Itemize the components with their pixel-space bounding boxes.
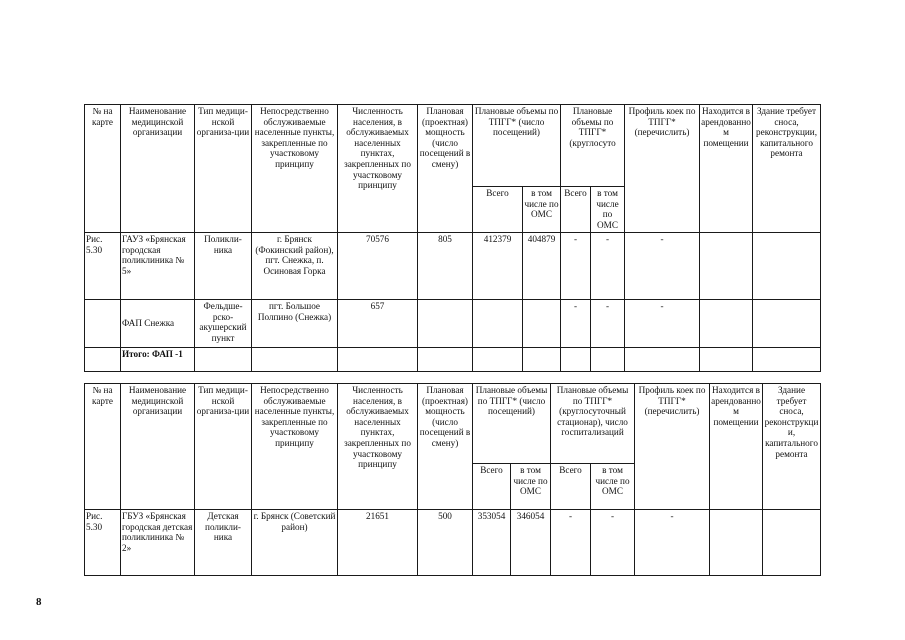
cell-population: 657 [338,300,418,348]
header-visits-total: Всего [473,464,511,510]
cell-rented [700,233,753,300]
cell-empty [338,348,418,372]
cell-beds: - [635,510,710,576]
header-type: Тип медици-нской организа-ции [195,105,252,233]
total-label: Итого: ФАП -1 [121,348,195,372]
header-demolition: Здание требует сноса, реконструкции, капитального ремонта [763,384,821,510]
table-header-row [85,384,821,464]
cell-rented [700,300,753,348]
header-visits: Плановые объемы по ТПГГ* (число посещений) [473,384,551,464]
table-total-row [85,348,821,372]
cell-name: ГАУЗ «Брянская городская поликлиника № 5» [121,233,195,300]
header-demolition: Здание требует сноса, реконструкции, капитального ремонта [753,105,821,233]
page-number: 8 [36,596,42,608]
header-hosp-oms: в том числе по ОМС [591,464,635,510]
header-name: Наименование медицинской организации [121,384,195,510]
cell-type: Поликли-ника [195,233,252,300]
cell-rented [710,510,763,576]
cell-empty [252,348,338,372]
header-visits-total: Всего [473,187,523,233]
cell-population: 21651 [338,510,418,576]
cell-demolition [763,510,821,576]
cell-hosp-total: - [561,300,591,348]
cell-empty [753,348,821,372]
header-name: Наименование медицинской организации [121,105,195,233]
cell-empty [523,348,561,372]
table-row [85,300,821,348]
cell-hosp-total: - [551,510,591,576]
cell-empty [591,348,625,372]
cell-served: пгт. Большое Полпино (Снежка) [252,300,338,348]
cell-empty [625,348,700,372]
cell-capacity [418,300,473,348]
header-capacity: Плановая (проектная) мощность (число посещений в смену) [418,384,473,510]
cell-visits-oms [523,300,561,348]
table-header-row [85,105,821,187]
cell-empty [561,348,591,372]
cell-name: ГБУЗ «Брянская городская детская поликлиника № 2» [121,510,195,576]
header-population: Численность населения, в обслуживаемых населенных пунктах, закрепленных по участковому принципу [338,384,418,510]
cell-empty [700,348,753,372]
cell-empty [195,348,252,372]
header-hosp: Плановые объемы по ТПГГ* (круглосуточный стационар), число госпитализаций [551,384,635,464]
cell-capacity: 500 [418,510,473,576]
table-row [85,510,821,576]
cell-hosp-oms: - [591,233,625,300]
cell-hosp-oms: - [591,510,635,576]
cell-name: ФАП Снежка [121,300,195,348]
cell-capacity: 805 [418,233,473,300]
cell-visits-oms: 346054 [511,510,551,576]
facilities-table-1 [84,104,821,372]
cell-served: г. Брянск (Советский район) [252,510,338,576]
cell-visits-total: 412379 [473,233,523,300]
table-row [85,233,821,300]
header-card-no: № на карте [85,105,121,233]
cell-beds: - [625,233,700,300]
header-type: Тип медици-нской организа-ции [195,384,252,510]
header-hosp-total: Всего [551,464,591,510]
header-beds: Профиль коек по ТПГГ* (перечислить) [625,105,700,233]
header-beds: Профиль коек по ТПГГ* (перечислить) [635,384,710,510]
header-visits-oms: в том числе по ОМС [511,464,551,510]
cell-empty [85,348,121,372]
cell-type: Детская поликли-ника [195,510,252,576]
cell-empty [418,348,473,372]
header-card-no: № на карте [85,384,121,510]
header-hosp: Плановые объемы по ТПГГ* (круглосуто [561,105,625,187]
cell-beds: - [625,300,700,348]
cell-type: Фельдше-рско-акушерский пункт [195,300,252,348]
header-hosp-total: Всего [561,187,591,233]
facilities-table-2 [84,383,821,576]
cell-empty [473,348,523,372]
header-rented: Находится в арендованном помещении [700,105,753,233]
header-visits-oms: в том числе по ОМС [523,187,561,233]
header-served: Непосредственно обслуживаемые населенные пункты, закрепленные по участковому принципу [252,105,338,233]
header-served: Непосредственно обслуживаемые населенные пункты, закрепленные по участковому принципу [252,384,338,510]
header-population: Численность населения, в обслуживаемых населенных пунктах, закрепленных по участковому принципу [338,105,418,233]
header-capacity: Плановая (проектная) мощность (число посещений в смену) [418,105,473,233]
cell-served: г. Брянск (Фокинский район), пгт. Снежка, п. Осиновая Горка [252,233,338,300]
cell-demolition [753,300,821,348]
cell-visits-total: 353054 [473,510,511,576]
cell-card-no [85,300,121,348]
cell-visits-oms: 404879 [523,233,561,300]
cell-card-no: Рис. 5.30 [85,510,121,576]
cell-card-no: Рис. 5.30 [85,233,121,300]
header-rented: Находится в арендованном помещении [710,384,763,510]
header-visits: Плановые объемы по ТПГГ* (число посещений) [473,105,561,187]
cell-population: 70576 [338,233,418,300]
header-hosp-oms: в том числе по ОМС [591,187,625,233]
cell-visits-total [473,300,523,348]
cell-demolition [753,233,821,300]
cell-hosp-total: - [561,233,591,300]
cell-hosp-oms: - [591,300,625,348]
